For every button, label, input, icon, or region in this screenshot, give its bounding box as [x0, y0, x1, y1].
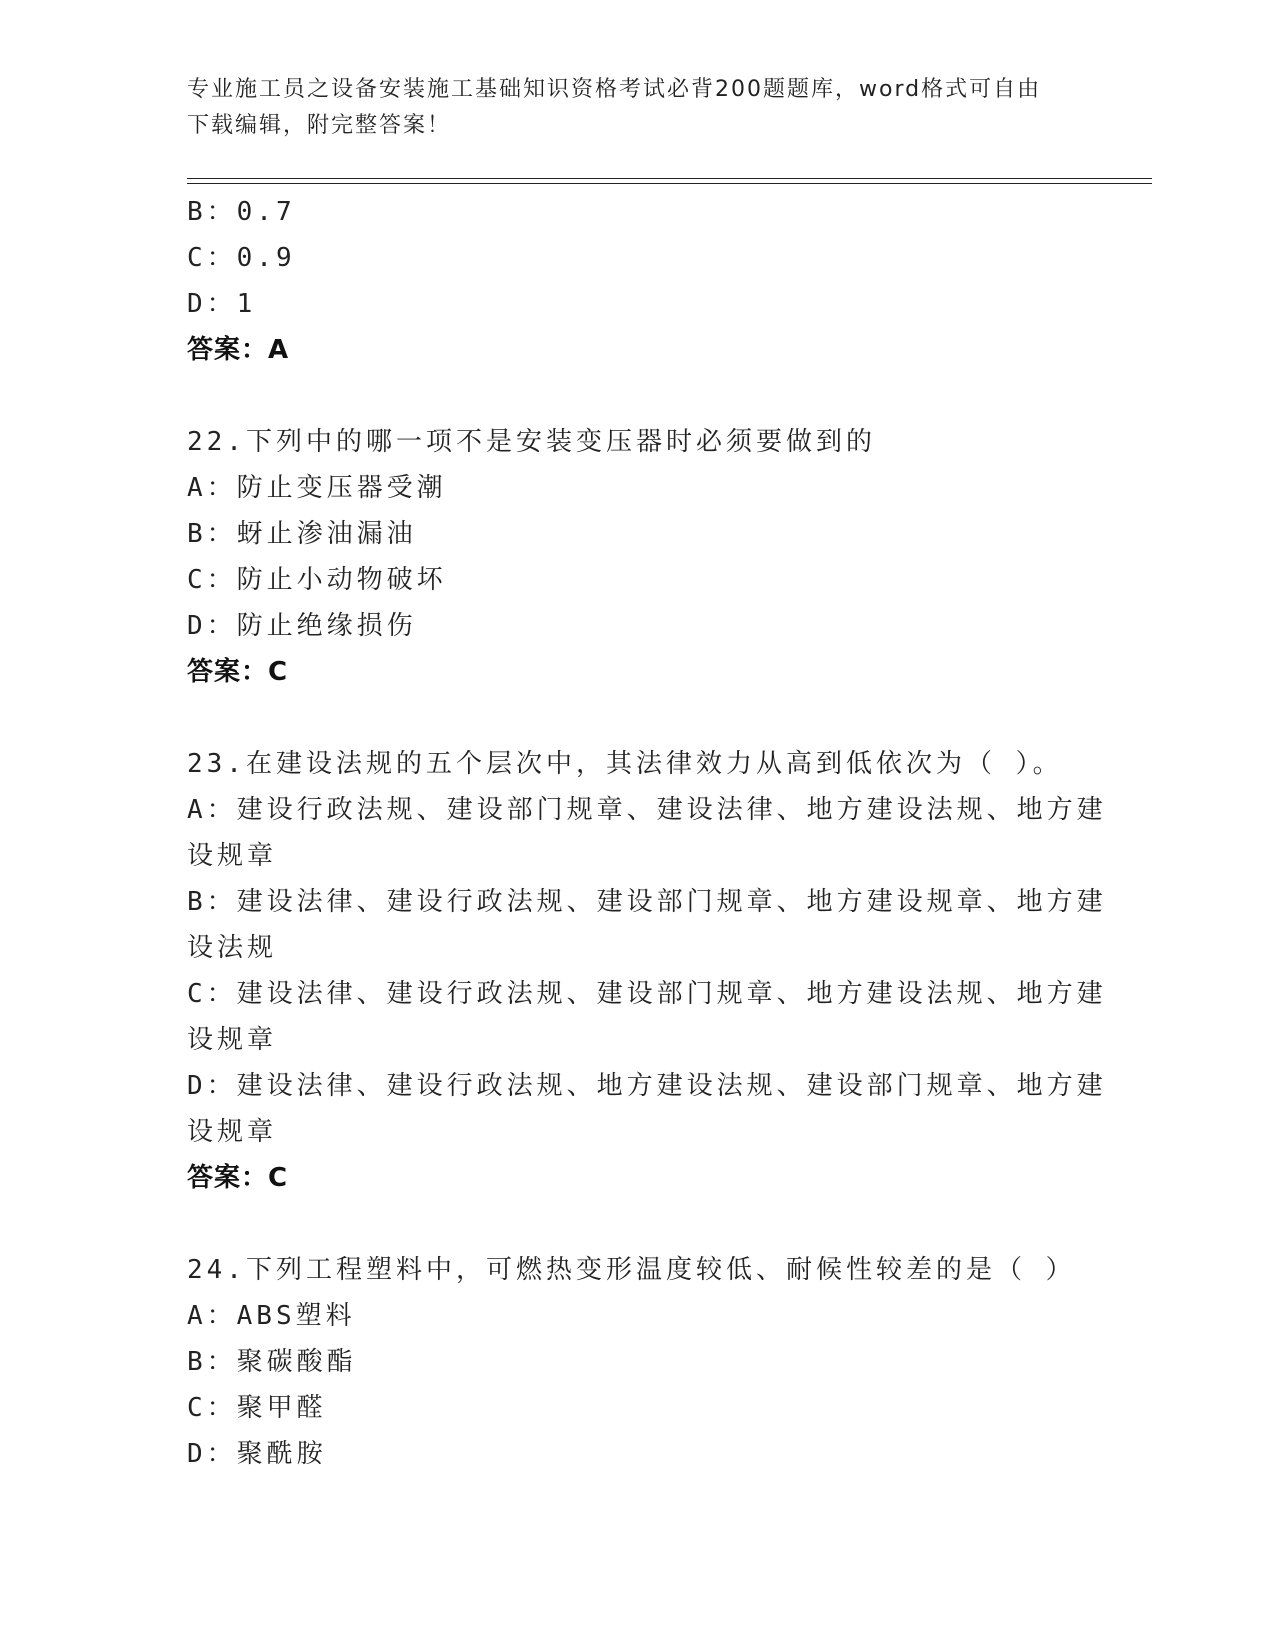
question-stem: 22.下列中的哪一项不是安装变压器时必须要做到的	[187, 427, 876, 457]
option-a-line-2: 设规章	[187, 841, 278, 871]
option-d: D：防止绝缘损伤	[187, 611, 417, 641]
option-a: A：ABS塑料	[187, 1301, 356, 1331]
option-b	[187, 879, 1107, 971]
answer-line: 答案：C	[187, 657, 289, 687]
option-d: D：聚酰胺	[187, 1439, 327, 1469]
option-d-line-1: D：建设法律、建设行政法规、地方建设法规、建设部门规章、地方建	[187, 1071, 1107, 1101]
question-list	[187, 189, 1107, 1477]
option-c	[187, 971, 1107, 1063]
option-b-line-2: 设法规	[187, 933, 278, 963]
option-c-line-2: 设规章	[187, 1025, 278, 1055]
option-c: C：防止小动物破坏	[187, 565, 447, 595]
option-c-line-1: C：建设法律、建设行政法规、建设部门规章、地方建设法规、地方建	[187, 979, 1107, 1009]
option-a: A：防止变压器受潮	[187, 473, 447, 503]
option-b: B：0.7	[187, 197, 296, 227]
option-a-line-1: A：建设行政法规、建设部门规章、建设法律、地方建设法规、地方建	[187, 795, 1107, 825]
option-a	[187, 787, 1107, 879]
question-22	[187, 419, 1087, 695]
question-stem: 23.在建设法规的五个层次中，其法律效力从高到低依次为（ ）。	[187, 749, 1063, 779]
option-d	[187, 1063, 1107, 1155]
document-header	[187, 72, 1067, 144]
spacer	[187, 695, 1087, 741]
option-c: C：聚甲醛	[187, 1393, 327, 1423]
question-stem: 24.下列工程塑料中，可燃热变形温度较低、耐候性较差的是（ ）	[187, 1255, 1076, 1285]
header-rule-bottom	[187, 183, 1152, 184]
option-d: D：1	[187, 289, 257, 319]
header-line-1: 专业施工员之设备安装施工基础知识资格考试必背200题题库，word格式可自由	[187, 77, 1042, 102]
spacer	[187, 1201, 1087, 1247]
header-line-2: 下载编辑，附完整答案！	[187, 113, 452, 138]
option-b: B：蚜止渗油漏油	[187, 519, 417, 549]
option-b: B：聚碳酸酯	[187, 1347, 357, 1377]
question-23	[187, 741, 1107, 1201]
header-rule-top	[187, 178, 1152, 179]
option-b-line-1: B：建设法律、建设行政法规、建设部门规章、地方建设规章、地方建	[187, 887, 1107, 917]
answer-line: 答案：A	[187, 335, 290, 365]
answer-line: 答案：C	[187, 1163, 289, 1193]
option-d-line-2: 设规章	[187, 1117, 278, 1147]
option-c: C：0.9	[187, 243, 296, 273]
spacer	[187, 373, 1087, 419]
question-24	[187, 1247, 1087, 1477]
question-21-tail	[187, 189, 1087, 373]
